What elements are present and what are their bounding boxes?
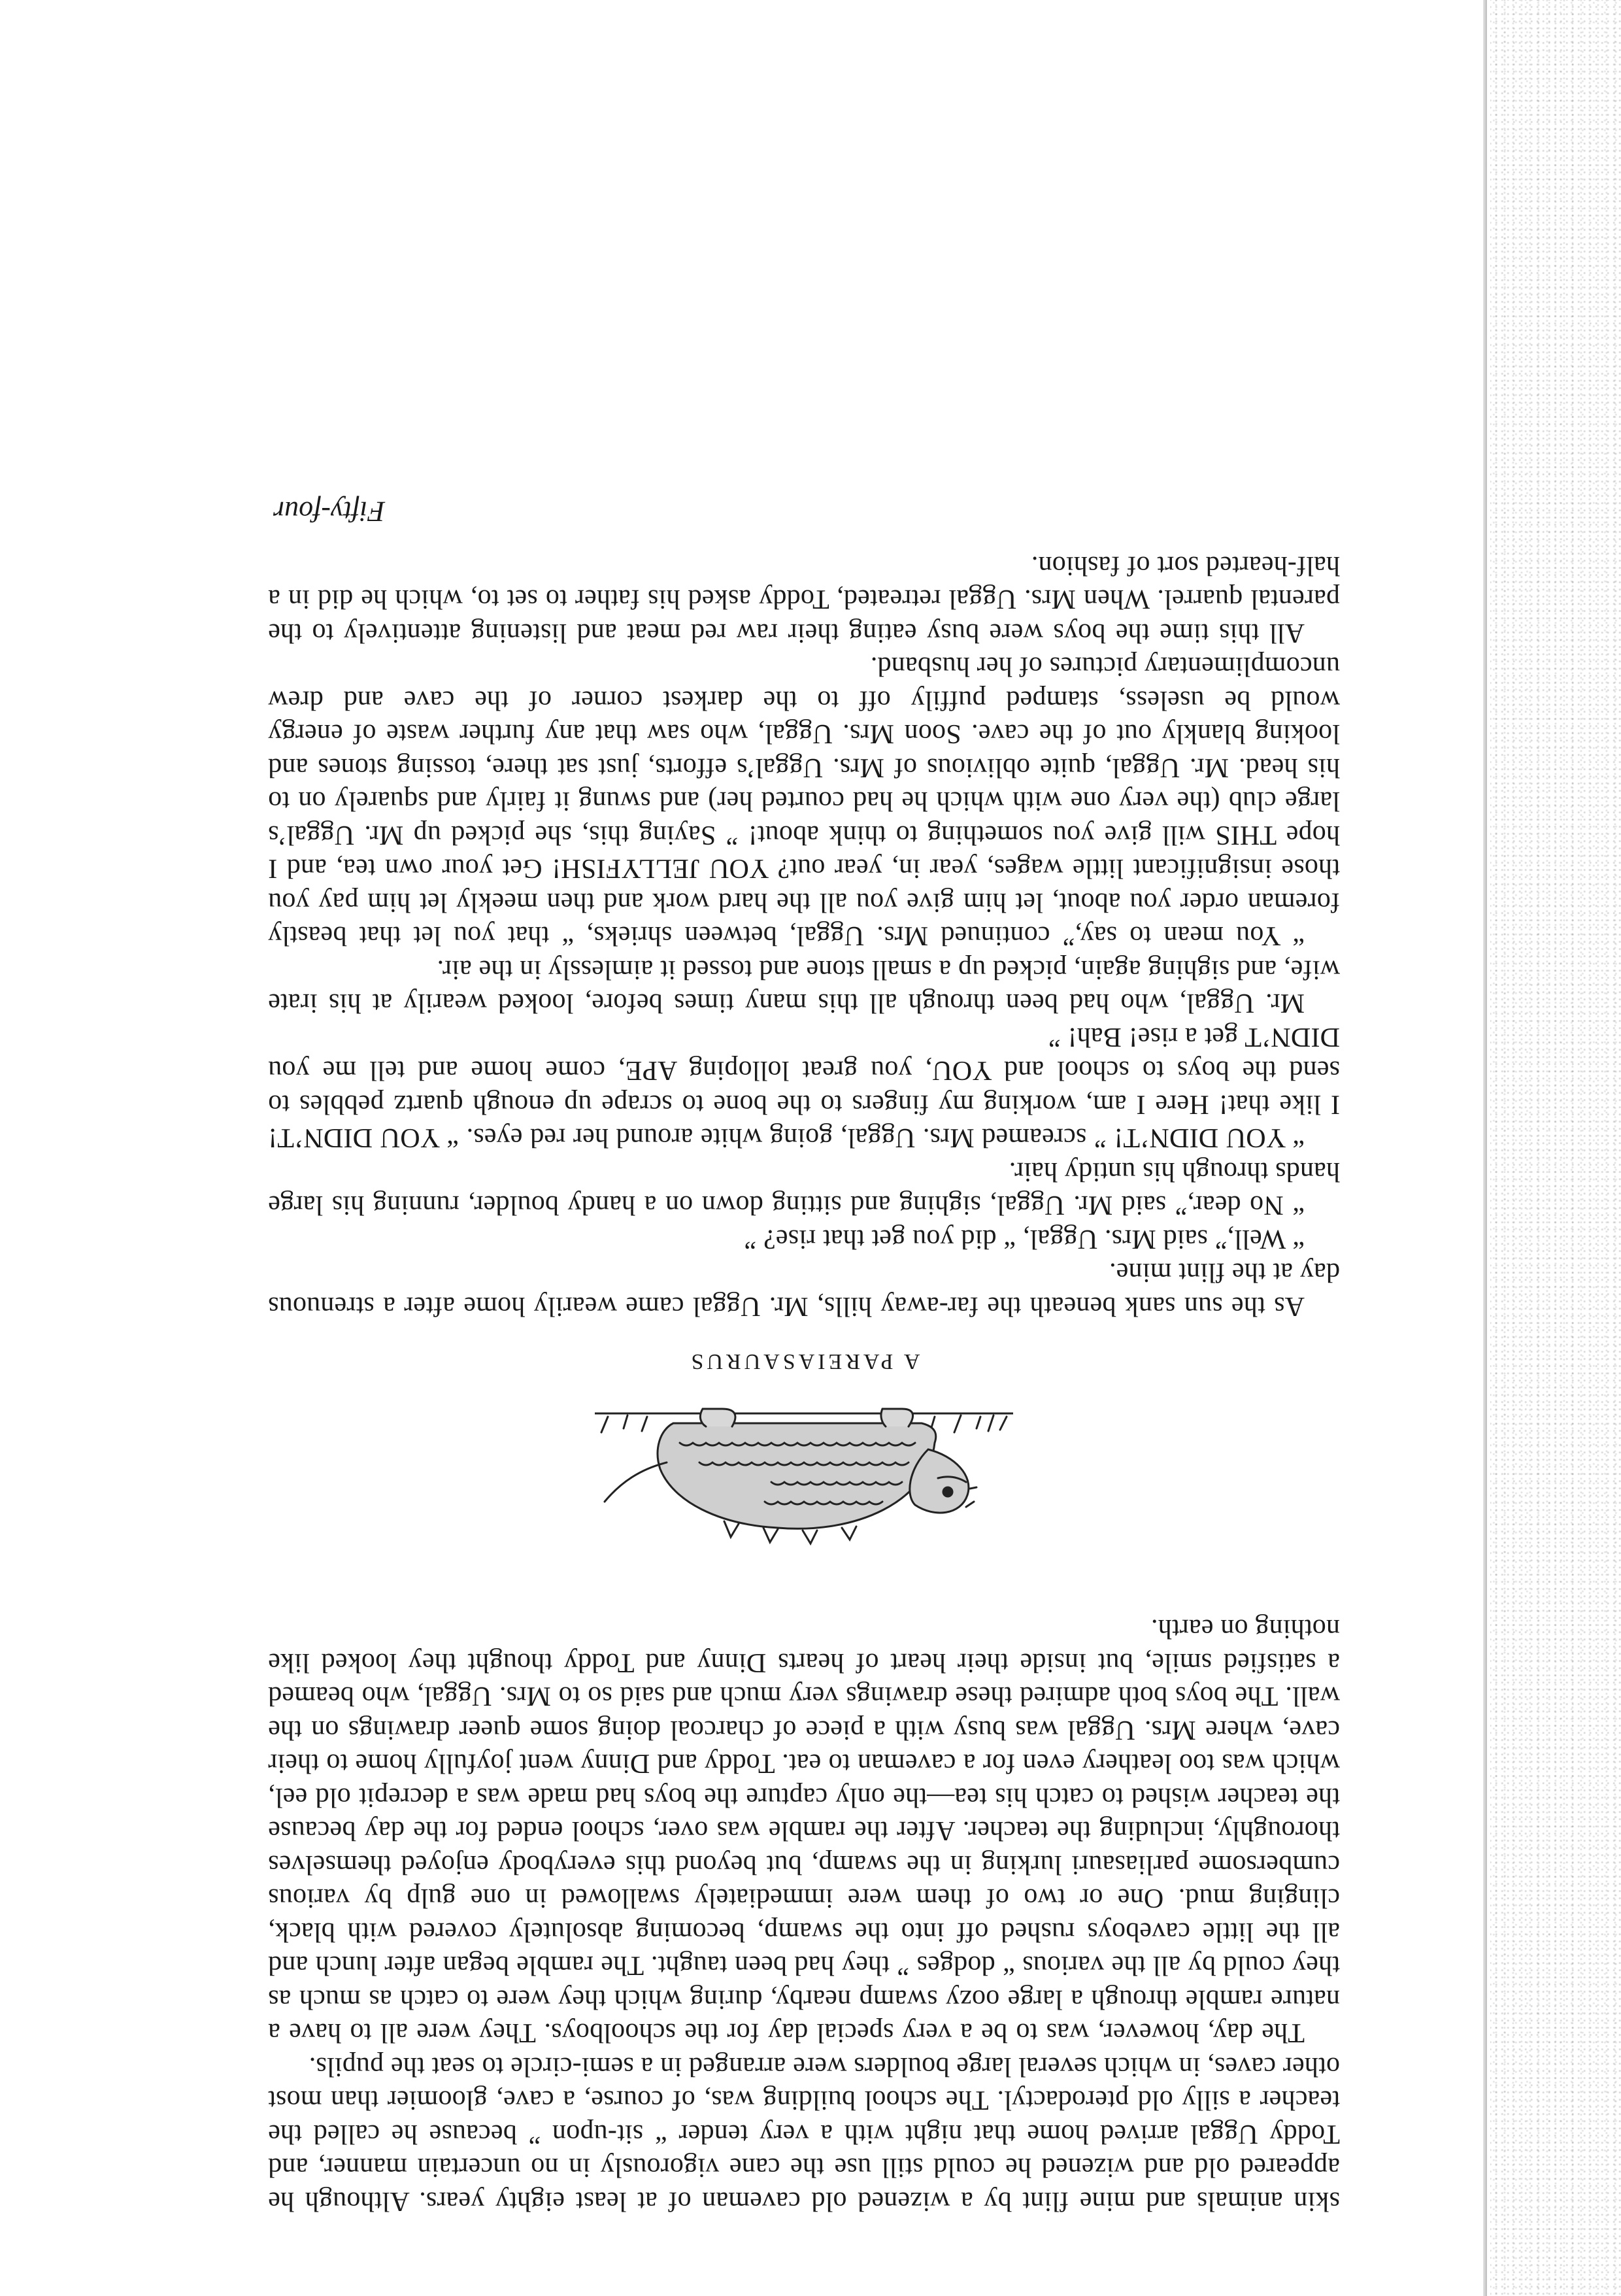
paragraph: “ You mean to say,” continued Mrs. Uggal, between shrieks, “ that you let that beastly foreman order you about, let him give you all the hard work and then meekly let him pay you those insignificant little wages, year in, year out? YOU JELLYFISH! Get your own tea, and I hope THIS will give you something to think about! ” Saying this, she picked up Mr. Uggal’s large club (the very one with which he had courted her) and swung it fairly and squarely on to his head. Mr. Uggal, quite oblivious of Mrs. Uggal’s efforts, just sat there, tossing stones and looking blankly out of the cave. Soon Mrs. Uggal, who saw that any further waste of energy would be useless, stamped puffily off to the darkest corner of the cave and drew uncomplimentary pictures of her husband. [268, 651, 1340, 951]
paragraph: All this time the boys were busy eating their raw red meat and listening attentively to the parental quarrel. When Mrs. Uggal retreated, Toddy asked his father to set to, which he did in a half-hearted sort of fashion. [268, 550, 1340, 648]
paragraph: The day, however, was to be a very special day for the schoolboys. They were all to have a nature ramble through a large oozy swamp nearby, during which they were to catch as much as they could by all the various “ dodges ” they had been taught. The ramble began after lunch and all the little caveboys rushed off into the swamp, becoming absolutely covered with black, clinging mud. One or two of them were immediately swallowed in one gulp by various cumbersome parliasauri lurking in the swamp, but beyond this everybody enjoyed themselves thoroughly, including the teacher. After the ramble was over, school ended for the day because the teacher wished to catch his tea—the only capture the boys had made was a decrepit old eel, which was too leathery even for a caveman to eat. Toddy and Dinny went joyfully home to their cave, where Mrs. Uggal was busy with a piece of charcoal doing some queer drawings on the wall. The boys both admired these drawings very much and said so to Mrs. Uggal, who beamed a satisfied smile, but inside their heart of hearts Dinny and Toddy thought they looked like nothing on earth. [268, 1613, 1340, 2048]
page-content [268, 496, 1340, 2218]
page-binding-edge [1483, 0, 1487, 2296]
scan-edge-noise [1490, 0, 1621, 2296]
paragraph: Mr. Uggal, who had been through all this many times before, looked wearily at his irate wife, and sighing again, picked up a small stone and tossed it aimlessly in the air. [268, 954, 1340, 1019]
paragraph: skin animals and mine flint by a wizened old caveman of at least eighty years. Although he appeared old and wizened he could still use the cane vigorously in no uncertain manner, and Toddy Uggal arrived home that night with a very tender “ sit-upon ” because he called the teacher a silly old pterodactyl. The school building was, of course, a cave, gloomier than most other caves, in which several large boulders were arranged in a semi-circle to seat the pupils. [268, 2051, 1340, 2216]
figure-caption: A PAREIASAURUS [688, 1349, 920, 1374]
pareiasaurus-illustration [268, 1397, 1340, 1580]
paragraph: As the sun sank beneath the far-away hills, Mr. Uggal came wearily home after a strenuous day at the flint mine. [268, 1257, 1340, 1321]
paragraph: “ Well,” said Mrs. Uggal, “ did you get that rise? ” [744, 1224, 1305, 1254]
page-number: Fifty-four [273, 496, 386, 528]
paragraph: “ YOU DIDN’T! ” screamed Mrs. Uggal, going white around her red eyes. “ YOU DIDN’T! I like that! Here I am, working my fingers to the bone to scrape up enough quartz pebbles to send the boys to school and YOU, you great lolloping APE, come home and tell me you DIDN’T get a rise! Bah! ” [268, 1022, 1340, 1153]
paragraph: “ No dear,” said Mr. Uggal, sighing and sitting down on a handy boulder, running his large hands through his untidy hair. [268, 1156, 1340, 1221]
dinosaur-drawing-icon [595, 1397, 1013, 1580]
